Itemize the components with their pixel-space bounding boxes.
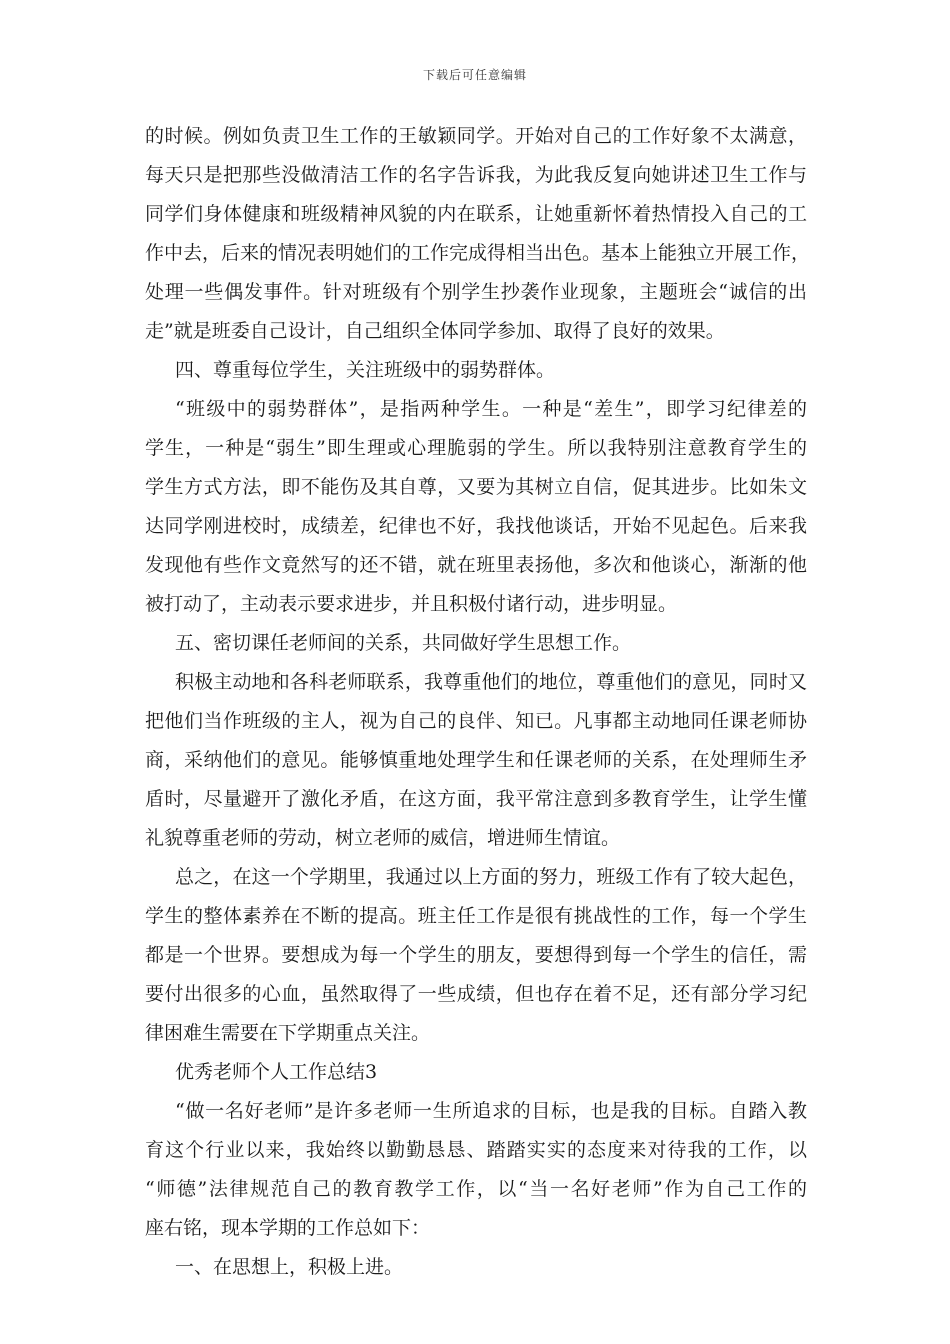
text-line: 商，采纳他们的意见。能够慎重地处理学生和任课老师的关系，在处理师生矛 [145,749,807,771]
text-line: 积极主动地和各科老师联系，我尊重他们的地位，尊重他们的意见，同时又 [175,671,807,693]
text-line: 达同学刚进校时，成绩差，纪律也不好，我找他谈话，开始不见起色。后来我 [145,515,807,537]
text-line: 走”就是班委自己设计，自己组织全体同学参加、取得了良好的效果。 [145,320,725,342]
text-line: 律困难生需要在下学期重点关注。 [145,1022,431,1044]
text-line: “师德”法律规范自己的教育教学工作，以“当一名好老师”作为自己工作的 [145,1178,807,1200]
text-line: 盾时，尽量避开了激化矛盾，在这方面，我平常注意到多教育学生，让学生懂 [145,788,807,810]
text-line: 作中去，后来的情况表明她们的工作完成得相当出色。基本上能独立开展工作， [145,242,811,264]
document-body [145,117,811,1287]
text-line: 发现他有些作文竟然写的还不错，就在班里表扬他，多次和他谈心，渐渐的他 [145,554,807,576]
section-heading: 四、尊重每位学生，关注班级中的弱势群体。 [175,359,556,381]
page-header: 下载后可任意编辑 [422,68,527,82]
text-line: 座右铭，现本学期的工作总如下： [145,1217,431,1239]
text-line: 每天只是把那些没做清洁工作的名字告诉我，为此我反复向她讲述卫生工作与 [145,164,807,186]
text-line: 学生，一种是“弱生”即生理或心理脆弱的学生。所以我特别注意教育学生的 [145,437,807,459]
text-line: 被打动了，主动表示要求进步，并且积极付诸行动，进步明显。 [145,593,678,615]
text-line: “做一名好老师”是许多老师一生所追求的目标，也是我的目标。自踏入教 [175,1100,807,1122]
text-line: 总之，在这一个学期里，我通过以上方面的努力，班级工作有了较大起色， [175,866,807,888]
section-title: 优秀老师个人工作总结3 [175,1061,378,1083]
section-heading: 一、在思想上，积极上进。 [175,1256,404,1278]
text-line: 要付出很多的心血，虽然取得了一些成绩，但也存在着不足，还有部分学习纪 [145,983,807,1005]
text-line: 育这个行业以来，我始终以勤勤恳恳、踏踏实实的态度来对待我的工作，以 [145,1139,807,1161]
text-line: 学生方式方法，即不能伤及其自尊，又要为其树立自信，促其进步。比如朱文 [145,476,807,498]
text-line: “班级中的弱势群体”，是指两种学生。一种是“差生”，即学习纪律差的 [175,398,807,420]
text-line: 把他们当作班级的主人，视为自己的良伴、知已。凡事都主动地同任课老师协 [145,710,807,732]
text-line: 都是一个世界。要想成为每一个学生的朋友，要想得到每一个学生的信任，需 [145,944,807,966]
text-line: 的时候。例如负责卫生工作的王敏颖同学。开始对自己的工作好象不太满意， [145,125,807,147]
text-line: 处理一些偶发事件。针对班级有个别学生抄袭作业现象，主题班会“诚信的出 [145,281,807,303]
section-heading: 五、密切课任老师间的关系，共同做好学生思想工作。 [175,632,632,654]
text-line: 同学们身体健康和班级精神风貌的内在联系，让她重新怀着热情投入自己的工 [145,203,807,225]
text-line: 学生的整体素养在不断的提高。班主任工作是很有挑战性的工作，每一个学生 [145,905,807,927]
text-line: 礼貌尊重老师的劳动，树立老师的威信，增进师生情谊。 [145,827,621,849]
